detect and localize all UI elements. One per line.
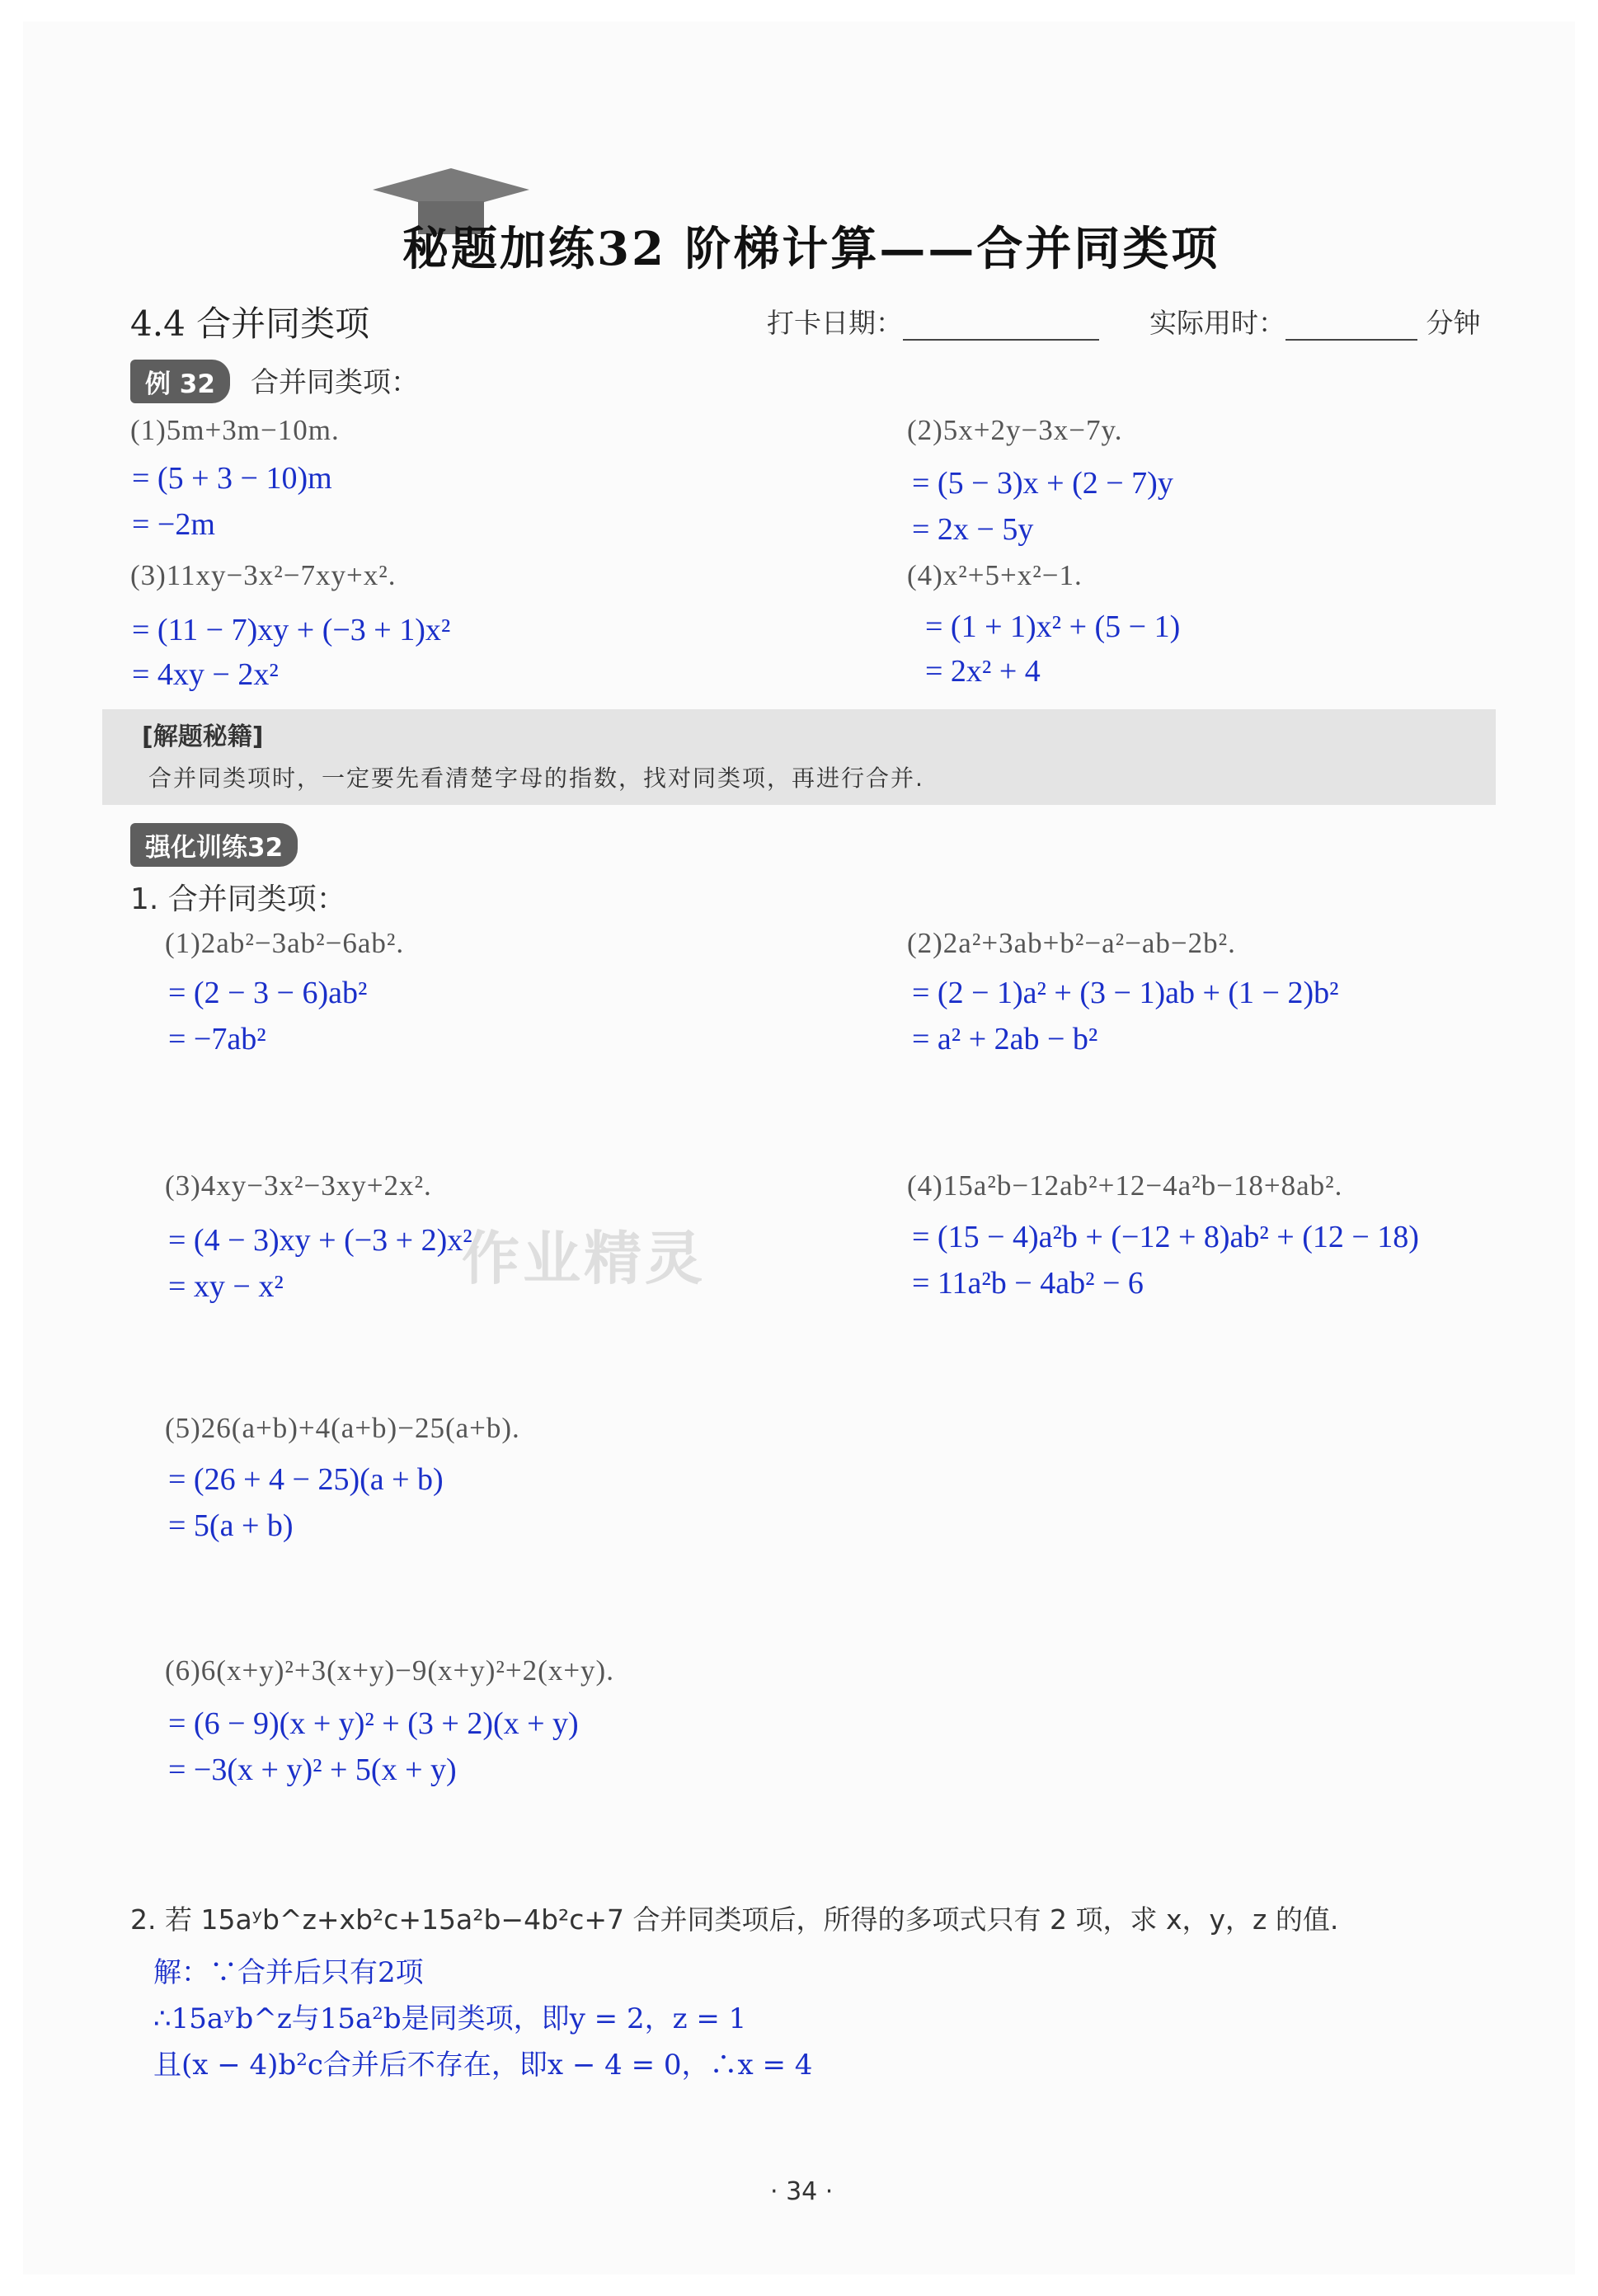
training-answer-4-step-1: = (15 − 4)a²b + (−12 + 8)ab² + (12 − 18) [912, 1220, 1419, 1254]
training-problem-4: (4)15a²b−12ab²+12−4a²b−18+8ab². [907, 1169, 1343, 1202]
training-problem-1: (1)2ab²−3ab²−6ab². [165, 927, 405, 959]
example-problem-4: (4)x²+5+x²−1. [907, 559, 1083, 591]
training-answer-6-step-2: = −3(x + y)² + 5(x + y) [168, 1753, 457, 1787]
training-problem-2: (2)2a²+3ab+b²−a²−ab−2b². [907, 927, 1236, 959]
example-answer-2-step-1: = (5 − 3)x + (2 − 7)y [912, 466, 1173, 501]
example-answer-2-step-2: = 2x − 5y [912, 512, 1034, 547]
example-problem-2: (2)5x+2y−3x−7y. [907, 414, 1123, 446]
training-problem-6: (6)6(x+y)²+3(x+y)−9(x+y)²+2(x+y). [165, 1654, 614, 1687]
date-field[interactable] [903, 314, 1099, 341]
training-answer-2-step-2: = a² + 2ab − b² [912, 1022, 1098, 1056]
checkin-row [767, 302, 1481, 341]
question-2-answer-line-1: 解：∵合并后只有2项 [153, 1956, 424, 1989]
example-answer-3-step-1: = (11 − 7)xy + (−3 + 1)x² [132, 613, 451, 647]
training-answer-3-step-2: = xy − x² [168, 1269, 284, 1304]
example-problem-1: (1)5m+3m−10m. [130, 414, 340, 446]
watermark: 作业精灵 [462, 1225, 706, 1292]
time-field[interactable] [1285, 314, 1417, 341]
minutes-label: 分钟 [1426, 307, 1481, 339]
example-tag: 例 32 [130, 360, 230, 403]
training-tag: 强化训练32 [130, 823, 298, 867]
training-answer-6-step-1: = (6 − 9)(x + y)² + (3 + 2)(x + y) [168, 1706, 579, 1741]
training-answer-1-step-2: = −7ab² [168, 1022, 266, 1056]
training-problem-3: (3)4xy−3x²−3xy+2x². [165, 1169, 432, 1202]
question-2-answer-line-2: ∴15aʸb^z与15a²b是同类项，即y = 2，z = 1 [153, 2002, 747, 2035]
training-answer-1-step-1: = (2 − 3 − 6)ab² [168, 976, 368, 1010]
training-answer-5-step-2: = 5(a + b) [168, 1508, 294, 1543]
example-prompt: 合并同类项： [251, 366, 419, 399]
training-problem-5: (5)26(a+b)+4(a+b)−25(a+b). [165, 1412, 520, 1444]
section-title: 4.4 合并同类项 [130, 303, 370, 344]
example-problem-3: (3)11xy−3x²−7xy+x². [130, 559, 397, 591]
training-answer-2-step-1: = (2 − 1)a² + (3 − 1)ab + (1 − 2)b² [912, 976, 1339, 1010]
example-answer-4-step-2: = 2x² + 4 [925, 654, 1041, 689]
question-2-prompt: 2. 若 15aʸb^z+xb²c+15a²b−4b²c+7 合并同类项后，所得的多项式只有 2 项，求 x，y，z 的值. [130, 1903, 1339, 1936]
example-answer-1-step-2: = −2m [132, 507, 215, 542]
example-answer-4-step-1: = (1 + 1)x² + (5 − 1) [925, 609, 1181, 644]
page-number: · 34 · [770, 2177, 834, 2206]
example-answer-1-step-1: = (5 + 3 − 10)m [132, 461, 332, 496]
training-answer-5-step-1: = (26 + 4 − 25)(a + b) [168, 1462, 444, 1497]
example-answer-3-step-2: = 4xy − 2x² [132, 657, 279, 692]
date-label: 打卡日期： [767, 307, 903, 339]
question-1-prompt: 1. 合并同类项： [130, 882, 346, 916]
time-label: 实际用时： [1149, 307, 1285, 339]
question-2-answer-line-3: 且(x − 4)b²c合并后不存在，即x − 4 = 0，∴x = 4 [153, 2049, 813, 2082]
training-answer-3-step-1: = (4 − 3)xy + (−3 + 2)x² [168, 1223, 472, 1258]
page-title: 秘题加练32 阶梯计算——合并同类项 [402, 222, 1220, 276]
training-answer-4-step-2: = 11a²b − 4ab² − 6 [912, 1266, 1144, 1301]
hint-title: [解题秘籍] [142, 722, 264, 751]
hint-text: 合并同类项时，一定要先看清楚字母的指数，找对同类项，再进行合并. [148, 765, 924, 792]
